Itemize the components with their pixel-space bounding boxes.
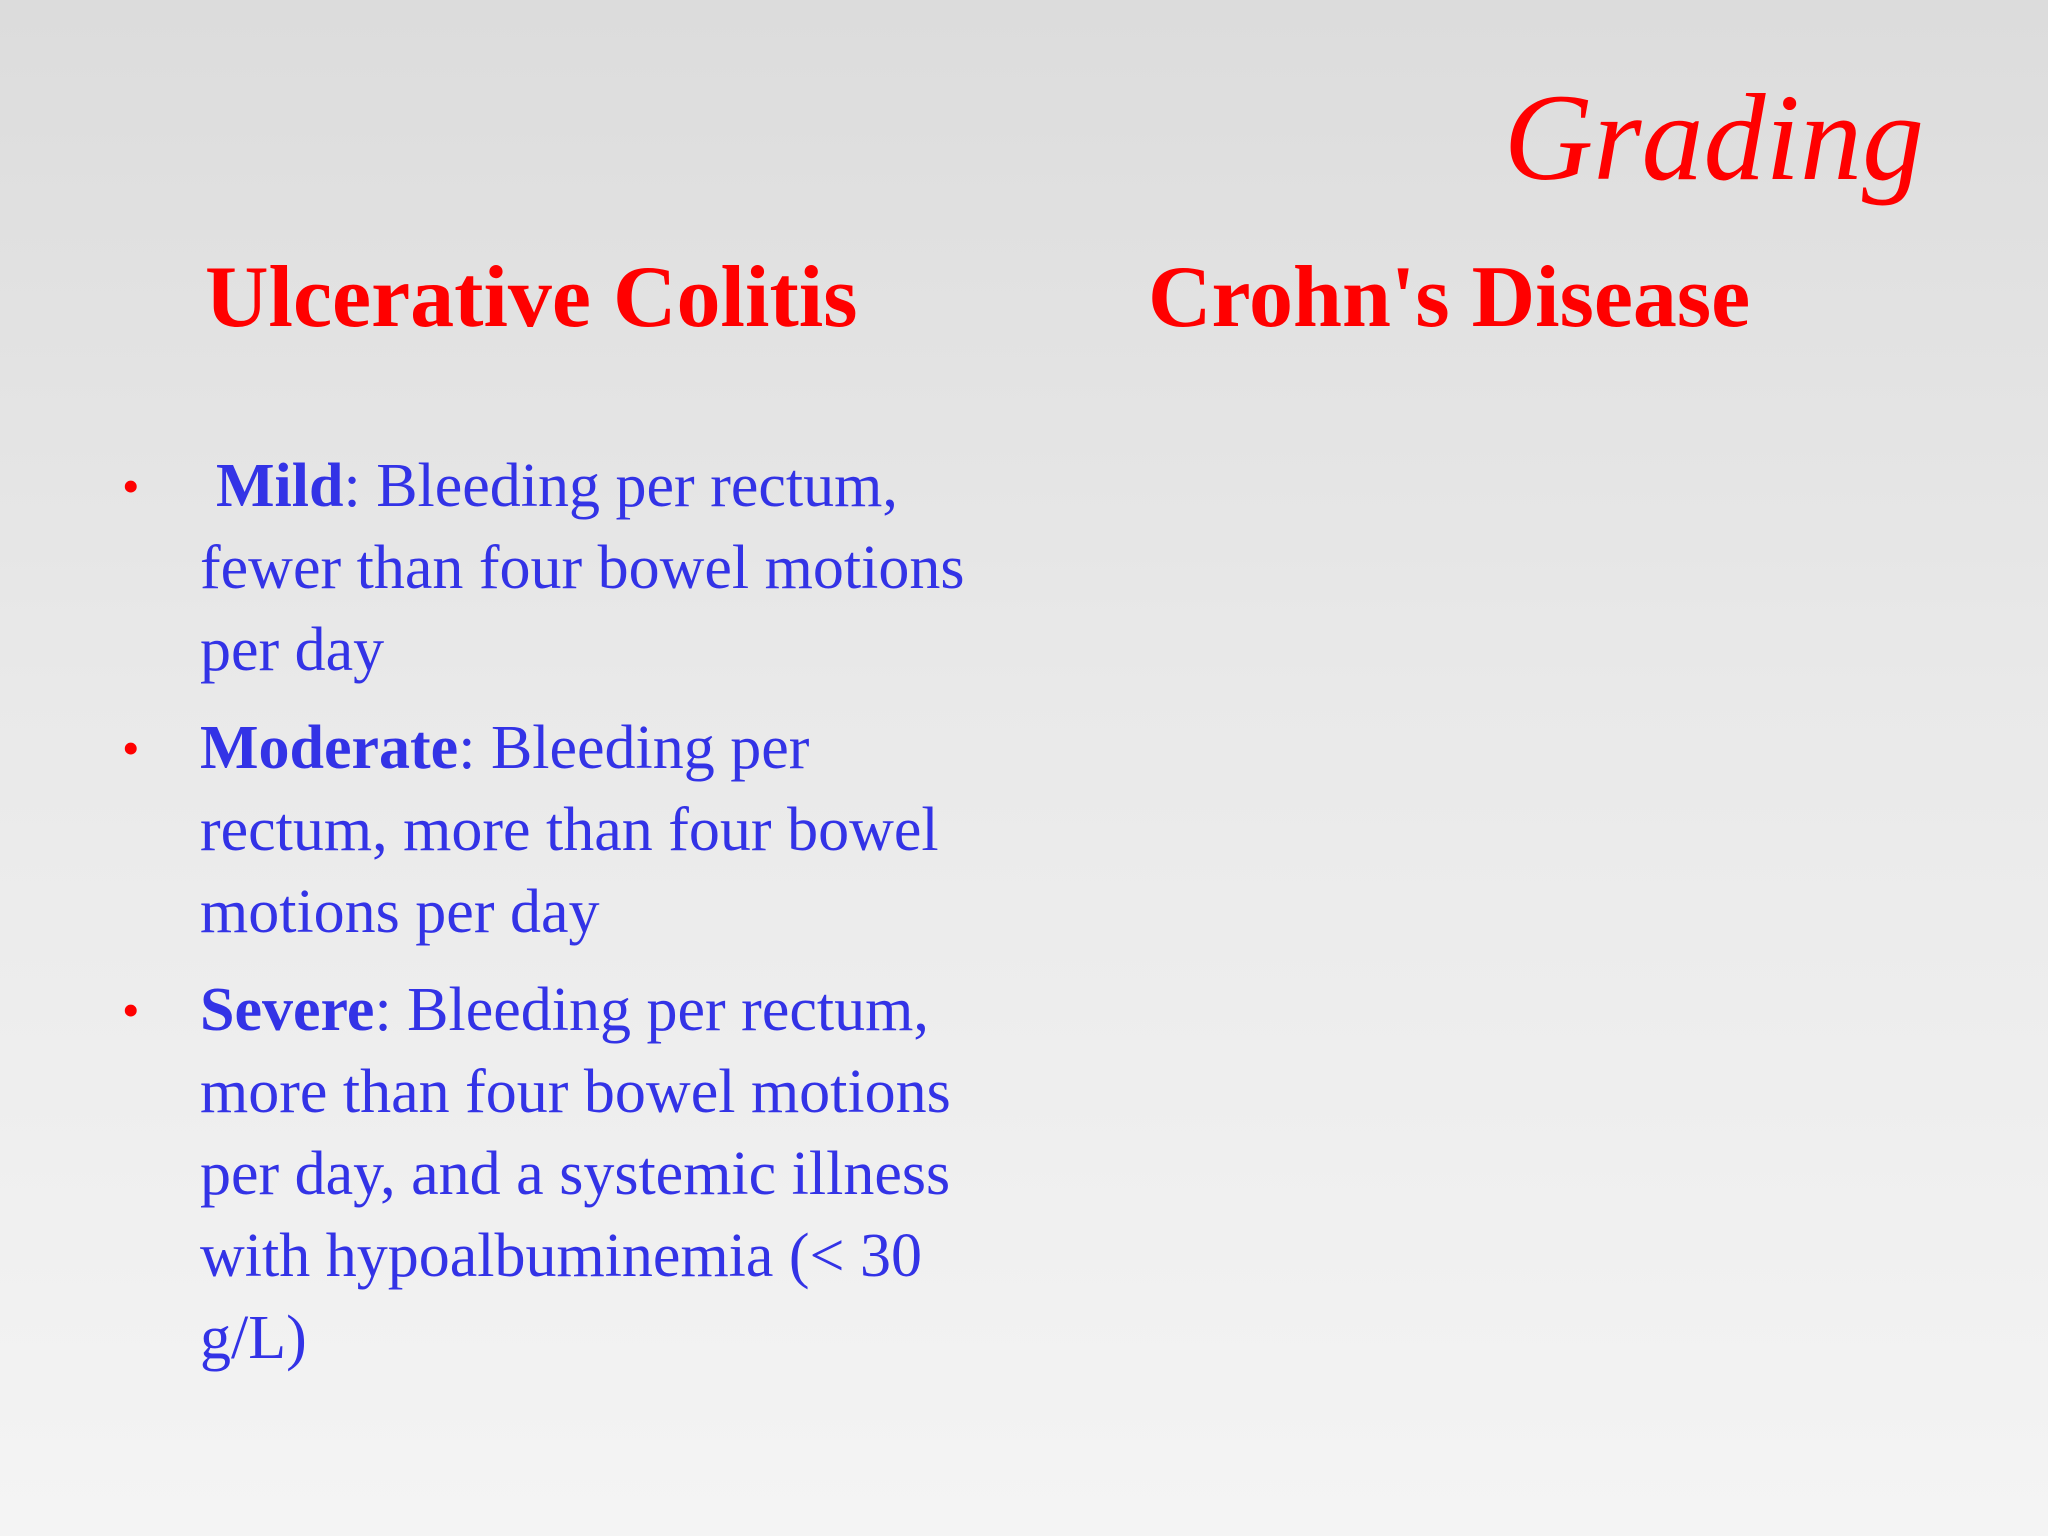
grading-list [0,445,1000,1395]
grade-term: Moderate [200,714,459,782]
grade-separator: : [343,452,361,520]
grade-term: Mild [216,452,344,520]
grade-term: Severe [200,976,375,1044]
column-heading-ulcerative-colitis: Ulcerative Colitis [205,249,858,346]
grade-description: Bleeding per rectum, more than four bowel motions per day [200,714,939,946]
grade-separator: : [458,714,476,782]
bullet-icon: • [122,982,140,1038]
grade-description: Bleeding per rectum, fewer than four bowel motions per day [200,452,965,684]
list-item-moderate [0,707,970,953]
grade-description: Bleeding per rectum, more than four bowel motions per day, and a systemic illness with hypoalbuminemia (< 30 g/L) [200,976,951,1372]
grade-separator: : [374,976,392,1044]
list-item-mild [0,445,970,691]
bullet-icon: • [122,458,140,514]
column-heading-crohns-disease: Crohn's Disease [1148,249,1751,346]
bullet-icon: • [122,720,140,776]
slide-title: Grading [1503,69,1924,206]
list-item-severe [0,969,970,1379]
